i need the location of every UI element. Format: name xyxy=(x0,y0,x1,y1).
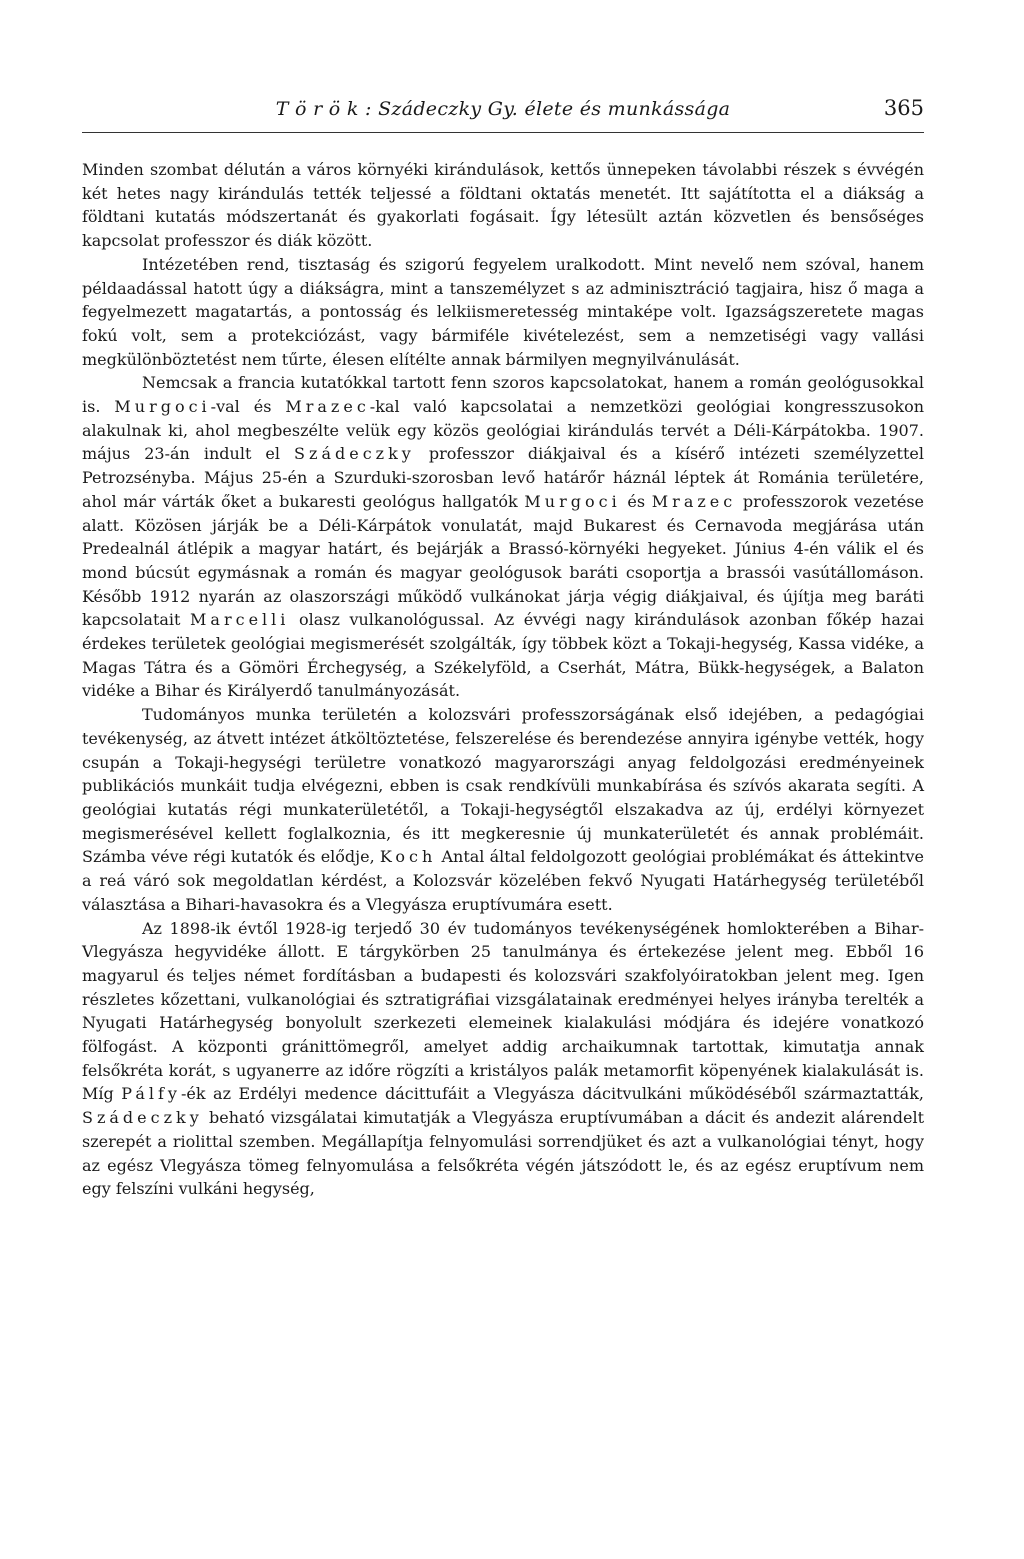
spaced-name: Murgoci xyxy=(114,397,211,417)
text-segment: olasz vulkanológussal. Az évvégi nagy kirándulások azonban főkép hazai érdekes területek geológiai megismerését szolgálták, így többek közt a Tokaji-hegység, Kassa vidéke, a Magas Tátra és a Gömöri Érchegység, a Székelyföld, a Cserhát, Mátra, Bükk-hegységek, a Balaton vidéke a Bihar és Királyerdő tanulmányozását. xyxy=(82,610,924,701)
body-text xyxy=(82,158,924,1201)
page-number: 365 xyxy=(883,96,924,120)
paragraph xyxy=(82,253,924,372)
paragraph xyxy=(82,703,924,916)
text-segment: Intézetében rend, tisztaság és szigorú fegyelem uralkodott. Mint nevelő nem szóval, hanem példaadással hatott úgy a diákságra, mint a tanszemélyzet s az adminisztráció tagjaira, hisz ő maga a fegyelmezett magatartás, a pontosság és lelkiismeretesség mintaképe volt. Igazságszeretete magas fokú volt, sem a protekciózást, vagy bármiféle kivételezést, sem a nemzetiségi vagy vallási megkülönböztetést nem tűrte, élesen elítélte annak bármilyen megnyilvánulását. xyxy=(82,254,924,369)
text-segment: és xyxy=(620,491,652,511)
spaced-name: Szádeczky xyxy=(294,444,415,464)
paragraph xyxy=(82,371,924,703)
text-segment: professzor diákjaival és a kísérő intézeti személyzettel Petrozsényba. Május 25-én a Szurduki-szorosban levő határőr háznál léptek át Románia területére, ahol már várták őket a bukaresti geológus hallgatók xyxy=(82,444,925,511)
paragraph xyxy=(82,917,924,1201)
text-segment: -ék az Erdélyi medence dácittufáit a Vlegyásza dácitvulkáni működéséből származtatták, xyxy=(180,1084,924,1104)
text-segment: beható vizsgálatai kimutatják a Vlegyásza eruptívumában a dácit és andezit alárendelt szerepét a riolittal szemben. Megállapítja felnyomulási sorrendjüket és azt a vulkanológiai tényt, hogy az egész Vlegyásza tömeg felnyomulása a felsőkréta végén játszódott le, és az egész eruptívum nem egy felszíni vulkáni hegység, xyxy=(82,1108,924,1199)
spaced-name: Marcelli xyxy=(190,610,290,630)
text-segment: Antal által feldolgozott geológiai problémákat és áttekintve a reá váró sok megoldatlan kérdést, a Kolozsvár közelében fekvő Nyugati Határhegység területéből választása a Bihari-havasokra és a Vlegyásza eruptívumára esett. xyxy=(82,847,924,914)
paragraph xyxy=(82,158,924,253)
running-title: T ö r ö k : Szádeczky Gy. élete és munkássága xyxy=(275,98,731,120)
page-header xyxy=(82,92,924,133)
spaced-name: Mrazec xyxy=(651,491,737,511)
text-segment: -kal való kapcsolatai a nemzetközi geológiai kongresszusokon alakulnak ki, ahol megbeszélte velük egy közös geológiai kirándulás tervét a Déli-Kárpátokba. 1907. május 23-án indult el xyxy=(82,397,925,464)
spaced-name: Koch xyxy=(379,847,437,867)
text-segment: Minden szombat délután a város környéki kirándulások, kettős ünnepeken távolabbi részek s évvégén két hetes nagy kirándulás tették teljessé a földtani oktatás menetét. Itt sajátította el a diákság a földtani kutatás módszertanát és gyakorlati fogásait. Így létesült aztán közvetlen és bensőséges kapcsolat professzor és diák között. xyxy=(82,160,924,251)
text-segment: professzorok vezetése alatt. Közösen járják be a Déli-Kárpátok vonulatát, majd Bukarest és Cernavoda megjárása után Predealnál átlépik a magyar határt, és bejárják a Brassó-környéki hegyeket. Június 4-én válik el és mond búcsút egymásnak a román és magyar geológusok baráti csoportja a brassói vasútállomáson. Később 1912 nyarán az olaszországi működő vulkánokat járja végig diákjaival, és újítja meg baráti kapcsolatait xyxy=(82,491,924,630)
spaced-name: Murgoci xyxy=(524,491,621,511)
text-segment: -val és xyxy=(210,397,286,417)
text-segment: Tudományos munka területén a kolozsvári professzorságának első idejében, a pedagógiai tevékenység, az átvett intézet átköltöztetése, felszerelése és berendezése annyira igénybe vették, hogy csupán a Tokaji-hegységi területre vonatkozó magyarországi anyag feldolgozási eredményeinek publikációs munkáit tudja elvégezni, ebben is csak rendkívüli munkabírása és szívós akarata segíti. A geológiai kutatás régi munkaterületétől, a Tokaji-hegységtől elszakadva az új, erdélyi környezet megismerésével kellett foglalkoznia, és itt megkeresnie új munkaterületét és annak problémáit. Számba véve régi kutatók és elődje, xyxy=(82,705,924,867)
spaced-name: Szádeczky xyxy=(82,1108,203,1128)
spaced-name: Mrazec xyxy=(285,397,370,417)
text-segment: Nemcsak a francia kutatókkal tartott fenn szoros kapcsolatokat, hanem a román geológusokkal is. xyxy=(82,373,924,417)
text-segment: Az 1898-ik évtől 1928-ig terjedő 30 év tudományos tevékenységének homlokterében a Bihar-Vlegyásza hegyvidéke állott. E tárgykörben 25 tanulmánya és értekezése jelent meg. Ebből 16 magyarul és teljes német fordításban a budapesti és kolozsvári szakfolyóiratokban jelent meg. Igen részletes kőzettani, vulkanológiai és sztratigráfiai vizsgálatainak eredményei helyes irányba terelték a Nyugati Határhegység bonyolult szerkezeti elemeinek kialakulási módjára és idejére vonatkozó fölfogást. A központi gránittömegről, amelyet addig archaikumnak tartottak, kimutatja annak felsőkréta korát, s ugyanerre az időre rögzíti a kristályos palák metamorfit köpenyének kialakulását is. Míg xyxy=(82,918,924,1104)
spaced-name: Pálfy xyxy=(121,1084,181,1104)
